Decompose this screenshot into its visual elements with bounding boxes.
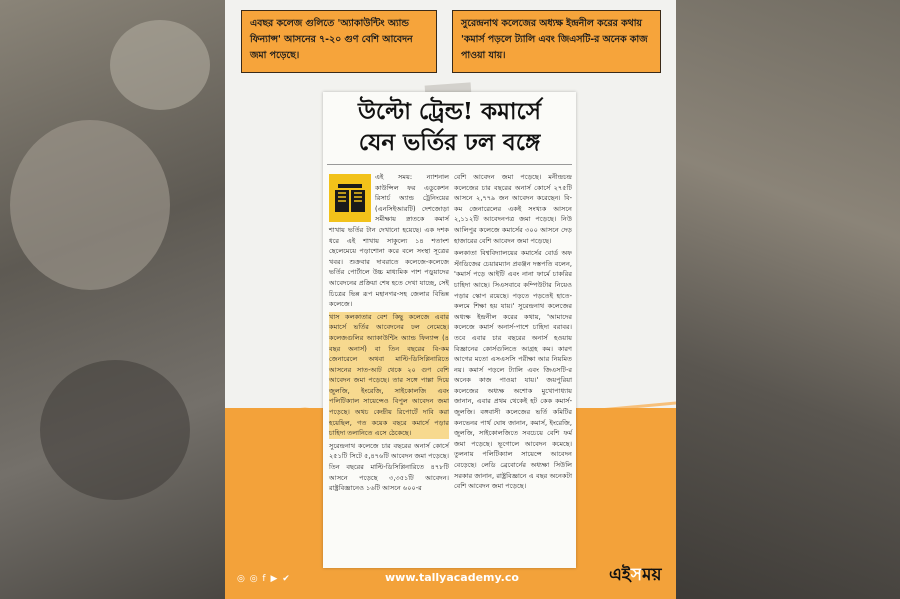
logo-part-2: স [630,565,643,585]
footer-url-link[interactable]: www.tallyacademy.co [385,571,519,584]
headline-divider [327,164,572,165]
article-left-paragraph-2: খাস কলকাতার বেশ কিছু কলেজে এবার কমার্সে ভর্তির আবেদনের ঢল নেমেছে। কলেজগুলির অ্যাকাউন্টিং অ্যান্ড ফিন্যান্স (৪ বছর অনার্স) বা তিন বছরের বি-কম জেনারেলে অথবা মাল্টি-ডিসিপ্লিনারিতে আসনের সাত-আট থেকে ২০ গুণ বেশি আবেদন জমা পড়েছে। তার সঙ্গে পাল্লা দিয়ে জুলজি, ইংরেজি, সাইকোলজি এবং পলিটিক্যাল সায়েন্সেও বিপুল আবেদন জমা পড়েছে। অথচ কেন্দ্রীয় রিপোর্টে দাবি করা হয়েছিল, গত কয়েক বছরে কমার্সে পড়ার চাহিদা তলানিতে এসে ঠেকেছে। [329,312,449,438]
social-icons: ◎ ◎ f ▶ ✔ [237,574,291,584]
sticky-note-left [241,10,437,73]
note-right-text: সুরেন্দ্রনাথ কলেজের অধ্যক্ষ ইন্দ্রনীল করের কথায় 'কমার্স পড়লে ট্যালি এবং জিএসটি-র অনেক কাজ পাওয়া যায়। [461,18,648,61]
article-right-paragraph-1: বেশি আবেদন জমা পড়েছে। মনীন্দ্রচন্দ্র কলেজের চার বছরের অনার্স কোর্সে ২৭৫টি আসনে ২,৭৭৯ জন আবেদন করেছেন। বি-কম জেনারেলের একই সংখ্যক আসনে ২,১১২টি আবেদনপত্র জমা পড়েছে। নিউ আলিপুর কলেজে কমার্সের ৩০০ আসনে দেড় হাজারের বেশি আবেদন জমা পড়েছে। [454,173,572,245]
article-left-paragraph-3: সুরেন্দ্রনাথ কলেজে চার বছরের অনার্স কোর্সে ২৫১টি সিটে ৫,৪৭৬টি আবেদন জমা পড়েছে। তিন বছরের মাল্টি-ডিসিপ্লিনারিতে ৪৭৮টি আসনে পড়েছে ৩,৩৫১টি আবেদন। রাষ্ট্রবিজ্ঞানেও ১৬টি আসনে ৬০০-র [329,441,449,493]
logo-part-3: ময় [642,565,662,585]
headline-line-1: উল্টো ট্রেন্ড! কমার্সে [357,98,541,125]
article-column-left [329,172,449,496]
note-left-text: এবছর কলেজ গুলিতে 'অ্যাকাউন্টিং অ্যান্ড ফিন্যান্স' আসনের ৭-২০ গুণ বেশি আবেদন জমা পড়েছে। [250,18,413,61]
post-card [225,0,676,599]
ei-samay-logo [609,562,661,590]
article-left-paragraph-1: এই সময়: ন্যাশনাল কাউন্সিল ফর এডুকেশন রিসার্চ অ্যান্ড ট্রেনিংয়ের (এনসিইআরটি) দেশজোড়া সমীক্ষায় স্নাতকে কমার্স শাখায় ভর্তির টান দেখানো হয়েছে। এক দশক ধরে এই শাখায় সাকুল্যে ১৪ শতাংশ ছেলেমেয়ে পড়াশোনা করে বলে সংস্থা সূত্রের খবর। শুক্রবার দাবরাতে কলেজে-কলেজে ভর্তির পোর্টালে উচ্চ মাধ্যমিক পাশ পড়ুয়াদের আবেদনের প্রক্রিয়া শেষ হতে দেখা যাচ্ছে, সেই চিত্রের ভিন্ন রূপ মহানগর-সহ জেলার বিভিন্ন কলেজে। [329,173,449,309]
headline-line-2: যেন ভর্তির ঢল বঙ্গে [358,129,541,156]
newspaper-clipping [323,92,576,568]
sticky-note-right [452,10,661,73]
article-column-right [454,172,572,494]
logo-part-1: এই [609,565,631,585]
headline [323,96,576,158]
blurred-background-left [0,0,225,599]
article-right-paragraph-2: কলকাতা বিশ্ববিদ্যালয়ের কমার্সের বোর্ড অফ স্টাডিজের চেয়ারম্যান প্রবঞ্জন দস্তপতি বলেন, 'কমার্স পড়ে আইটি এবং নানা ফার্মে চাকরির চাহিদা আছে। সিএসবাবে কম্পিউটার নিয়েও পড়ার স্কোপ রয়েছে। পড়তে পড়তেই হাতে-কলমে শিক্ষা হয় যায়।' সুরেন্দ্রনাথ কলেজের অধ্যক্ষ ইন্দ্রনীল করের কথায়, 'আমাদের কলেজে কমার্স অনার্স-পাশে চাহিদা বরাবর। তবে এবার চার বছরের অনার্স হওয়ায় বিজ্ঞানের কোর্সগুলিতে আগ্রহ কম। কারণ আগের মতো এসএসসি পরীক্ষা আর নিয়মিত নয়। কমার্স পড়লে ট্যালি এবং জিএসটি-র অনেক কাজ পাওয়া যায়।' জয়পুরিয়া কলেজের অধ্যক্ষ অশোক মুখোপাধ্যায় জানান, এবার প্রথম থেকেই হট কেক কমার্স-জুলজি। বঙ্গবাসী কলেজের ভর্তি কমিটির কনভেনর পার্থ ঘোষ জানান, কমার্স, ইংরেজি, জুলজি, সাইকোলজিতে সবচেয়ে বেশি ফর্ম জমা পড়েছে। ভূগোলে আবেদন কমেছে। তুলনায় পলিটিক্যাল সায়েন্সে আবেদন বেড়েছে। লেডি ব্রেবোর্নের অধ্যক্ষা সিউলি সরকার জানান, রাষ্ট্রবিজ্ঞানে এ বছর অনেকটা বেশি আবেদন জমা পড়েছে। [454,249,572,491]
book-icon [329,174,371,222]
blurred-background-right [675,0,900,599]
